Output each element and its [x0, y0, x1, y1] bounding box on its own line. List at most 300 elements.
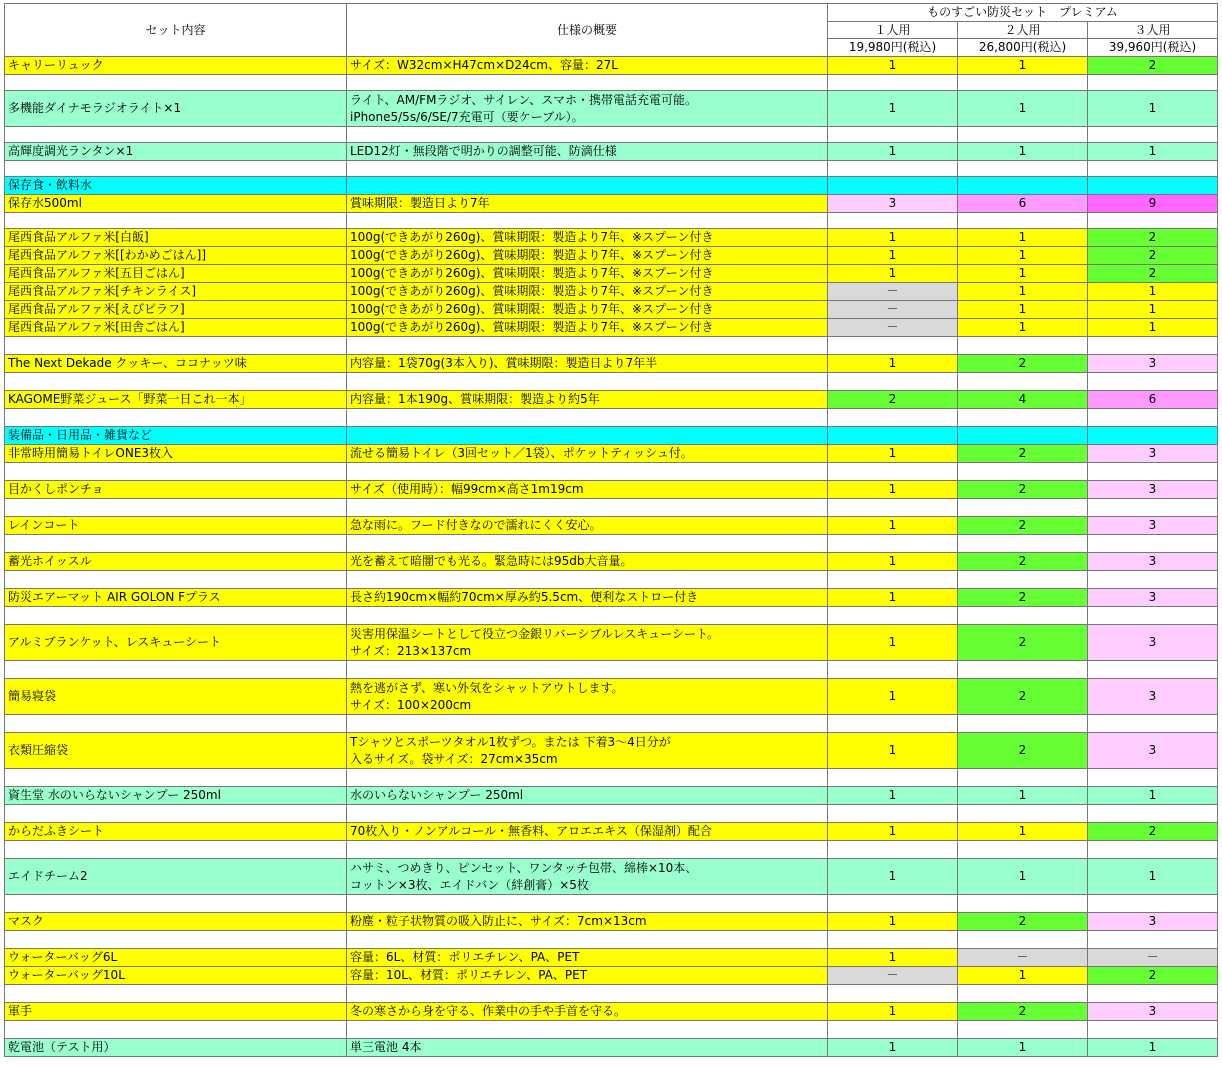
item-spec — [347, 283, 828, 301]
empty-cell — [5, 769, 347, 787]
qty-plan-2: 1 — [958, 319, 1088, 337]
qty-plan-2: 2 — [958, 913, 1088, 931]
qty-plan-2: 6 — [958, 195, 1088, 213]
table-row — [5, 733, 1218, 769]
item-name: ウォーターバッグ6L — [5, 949, 347, 967]
empty-cell — [1088, 75, 1218, 91]
section-empty-cell — [347, 177, 828, 195]
qty-plan-3: 3 — [1088, 1003, 1218, 1021]
item-name: 防災エアーマット AIR GOLON Fプラス — [5, 589, 347, 607]
spacer-row — [5, 985, 1218, 1003]
qty-plan-2: 1 — [958, 143, 1088, 161]
spacer-row — [5, 769, 1218, 787]
empty-cell — [347, 337, 828, 355]
qty-plan-3: 2 — [1088, 229, 1218, 247]
empty-cell — [958, 895, 1088, 913]
item-spec — [347, 625, 828, 661]
qty-plan-3: 3 — [1088, 355, 1218, 373]
empty-cell — [5, 373, 347, 391]
item-name: 多機能ダイナモラジオライト×1 — [5, 91, 347, 127]
item-name: キャリーリュック — [5, 57, 347, 75]
qty-plan-1: 1 — [828, 481, 958, 499]
item-spec — [347, 355, 828, 373]
empty-cell — [347, 127, 828, 143]
qty-plan-3: 1 — [1088, 1039, 1218, 1057]
empty-cell — [5, 499, 347, 517]
section-title: 装備品・日用品・雑貨など — [5, 427, 347, 445]
table-row — [5, 445, 1218, 463]
item-spec — [347, 319, 828, 337]
item-spec — [347, 445, 828, 463]
table-row — [5, 625, 1218, 661]
qty-plan-3: 1 — [1088, 319, 1218, 337]
item-spec — [347, 143, 828, 161]
item-spec — [347, 913, 828, 931]
item-name: マスク — [5, 913, 347, 931]
table-row — [5, 823, 1218, 841]
item-spec — [347, 589, 828, 607]
empty-cell — [828, 127, 958, 143]
empty-cell — [1088, 661, 1218, 679]
empty-cell — [958, 571, 1088, 589]
spec-line: 賞味期限：製造日より7年 — [350, 196, 490, 210]
empty-cell — [958, 161, 1088, 177]
empty-cell — [1088, 895, 1218, 913]
spec-line: 70枚入り・ノンアルコール・無香料、アロエエキス（保湿剤）配合 — [350, 824, 712, 838]
empty-cell — [1088, 715, 1218, 733]
empty-cell — [1088, 127, 1218, 143]
table-row — [5, 517, 1218, 535]
spec-line: 容量：10L、材質：ポリエチレン、PA、PET — [350, 968, 588, 982]
empty-cell — [347, 161, 828, 177]
qty-plan-2: 2 — [958, 355, 1088, 373]
qty-plan-2: 2 — [958, 481, 1088, 499]
spacer-row — [5, 337, 1218, 355]
spec-line: 入るサイズ。袋サイズ：27cm×35cm — [350, 751, 558, 766]
qty-plan-1: 1 — [828, 143, 958, 161]
empty-cell — [958, 409, 1088, 427]
empty-cell — [828, 715, 958, 733]
qty-plan-3: 3 — [1088, 679, 1218, 715]
empty-cell — [5, 75, 347, 91]
table-row — [5, 967, 1218, 985]
qty-plan-2: 1 — [958, 787, 1088, 805]
empty-cell — [5, 161, 347, 177]
empty-cell — [828, 1021, 958, 1039]
empty-cell — [347, 463, 828, 481]
qty-plan-3: 1 — [1088, 301, 1218, 319]
empty-cell — [1088, 213, 1218, 229]
empty-cell — [958, 931, 1088, 949]
empty-cell — [958, 499, 1088, 517]
qty-plan-2: 1 — [958, 91, 1088, 127]
item-spec — [347, 301, 828, 319]
empty-cell — [958, 75, 1088, 91]
item-name: 保存水500ml — [5, 195, 347, 213]
empty-cell — [347, 1021, 828, 1039]
qty-plan-1: 1 — [828, 229, 958, 247]
spacer-row — [5, 409, 1218, 427]
qty-plan-1: 1 — [828, 517, 958, 535]
empty-cell — [347, 985, 828, 1003]
item-name: 尾西食品アルファ米[白飯] — [5, 229, 347, 247]
empty-cell — [958, 127, 1088, 143]
item-name: 高輝度調光ランタン×1 — [5, 143, 347, 161]
section-empty-cell — [828, 427, 958, 445]
empty-cell — [347, 841, 828, 859]
spec-line: 100g(できあがり260g)、賞味期限：製造より7年、※スプーン付き — [350, 248, 714, 262]
qty-plan-1: － — [828, 967, 958, 985]
spec-line: 急な雨に。フード付きなので濡れにくく安心。 — [350, 518, 602, 532]
spacer-row — [5, 571, 1218, 589]
table-row — [5, 265, 1218, 283]
empty-cell — [958, 805, 1088, 823]
empty-cell — [5, 931, 347, 949]
item-spec — [347, 247, 828, 265]
item-spec — [347, 1003, 828, 1021]
empty-cell — [1088, 769, 1218, 787]
qty-plan-1: 1 — [828, 1039, 958, 1057]
qty-plan-3: 2 — [1088, 265, 1218, 283]
spec-line: サイズ（使用時）：幅99cm×高さ1m19cm — [350, 482, 584, 496]
item-name: 尾西食品アルファ米[チキンライス] — [5, 283, 347, 301]
item-name: 簡易寝袋 — [5, 679, 347, 715]
empty-cell — [828, 75, 958, 91]
empty-cell — [5, 463, 347, 481]
spec-line: 容量：6L、材質：ポリエチレン、PA、PET — [350, 950, 580, 964]
section-empty-cell — [828, 177, 958, 195]
item-name: からだふきシート — [5, 823, 347, 841]
qty-plan-3: 3 — [1088, 913, 1218, 931]
spacer-row — [5, 931, 1218, 949]
spacer-row — [5, 661, 1218, 679]
section-empty-cell — [958, 427, 1088, 445]
qty-plan-2: 1 — [958, 859, 1088, 895]
item-spec — [347, 195, 828, 213]
spacer-row — [5, 75, 1218, 91]
empty-cell — [347, 895, 828, 913]
empty-cell — [958, 535, 1088, 553]
empty-cell — [1088, 607, 1218, 625]
empty-cell — [5, 409, 347, 427]
qty-plan-2: 2 — [958, 679, 1088, 715]
spacer-row — [5, 213, 1218, 229]
qty-plan-1: 3 — [828, 195, 958, 213]
empty-cell — [958, 715, 1088, 733]
item-name: 目かくしポンチョ — [5, 481, 347, 499]
spec-line: ライト、AM/FMラジオ、サイレン、スマホ・携帯電話充電可能。 — [350, 92, 698, 107]
section-empty-cell — [1088, 427, 1218, 445]
qty-plan-3: 3 — [1088, 445, 1218, 463]
table-row — [5, 787, 1218, 805]
empty-cell — [828, 805, 958, 823]
empty-cell — [1088, 931, 1218, 949]
section-empty-cell — [347, 427, 828, 445]
spacer-row — [5, 1021, 1218, 1039]
qty-plan-3: 2 — [1088, 823, 1218, 841]
spacer-row — [5, 373, 1218, 391]
empty-cell — [828, 409, 958, 427]
qty-plan-1: 1 — [828, 823, 958, 841]
empty-cell — [958, 841, 1088, 859]
spec-line: 内容量：1本190g、賞味期限：製造より約5年 — [350, 392, 600, 406]
qty-plan-2: 1 — [958, 1039, 1088, 1057]
empty-cell — [1088, 805, 1218, 823]
empty-cell — [347, 373, 828, 391]
item-name: エイドチーム2 — [5, 859, 347, 895]
empty-cell — [5, 841, 347, 859]
spec-line: コットン×3枚、エイドバン（絆創膏）×5枚 — [350, 877, 589, 892]
item-spec — [347, 859, 828, 895]
qty-plan-3: 1 — [1088, 143, 1218, 161]
item-spec — [347, 391, 828, 409]
qty-plan-3: 1 — [1088, 91, 1218, 127]
item-name: レインコート — [5, 517, 347, 535]
spec-line: 100g(できあがり260g)、賞味期限：製造より7年、※スプーン付き — [350, 284, 714, 298]
empty-cell — [958, 769, 1088, 787]
empty-cell — [1088, 337, 1218, 355]
empty-cell — [958, 373, 1088, 391]
empty-cell — [347, 213, 828, 229]
empty-cell — [347, 715, 828, 733]
qty-plan-1: 1 — [828, 733, 958, 769]
empty-cell — [828, 985, 958, 1003]
empty-cell — [347, 661, 828, 679]
qty-plan-2: 2 — [958, 1003, 1088, 1021]
empty-cell — [347, 535, 828, 553]
table-row — [5, 91, 1218, 127]
spec-line: 内容量：1袋70g(3本入り)、賞味期限：製造日より7年半 — [350, 356, 658, 370]
empty-cell — [1088, 463, 1218, 481]
qty-plan-1: 1 — [828, 445, 958, 463]
empty-cell — [958, 985, 1088, 1003]
spec-line: サイズ：100×200cm — [350, 697, 472, 712]
empty-cell — [1088, 499, 1218, 517]
qty-plan-2: 2 — [958, 517, 1088, 535]
spacer-row — [5, 499, 1218, 517]
item-name: 蓄光ホイッスル — [5, 553, 347, 571]
qty-plan-2: 1 — [958, 283, 1088, 301]
section-title: 保存食・飲料水 — [5, 177, 347, 195]
empty-cell — [347, 409, 828, 427]
empty-cell — [1088, 161, 1218, 177]
item-spec — [347, 679, 828, 715]
qty-plan-2: 1 — [958, 57, 1088, 75]
qty-plan-1: 1 — [828, 57, 958, 75]
spec-line: 熱を逃がさず、寒い外気をシャットアウトします。 — [350, 680, 624, 695]
spec-line: 災害用保温シートとして役立つ金銀リバーシブルレスキューシート。 — [350, 626, 719, 641]
table-row — [5, 283, 1218, 301]
spacer-row — [5, 841, 1218, 859]
empty-cell — [828, 535, 958, 553]
table-row — [5, 319, 1218, 337]
qty-plan-1: － — [828, 319, 958, 337]
section-empty-cell — [958, 177, 1088, 195]
table-row — [5, 229, 1218, 247]
table-row — [5, 1039, 1218, 1057]
empty-cell — [5, 985, 347, 1003]
spacer-row — [5, 895, 1218, 913]
empty-cell — [1088, 571, 1218, 589]
empty-cell — [828, 499, 958, 517]
qty-plan-1: 1 — [828, 787, 958, 805]
empty-cell — [828, 769, 958, 787]
empty-cell — [828, 337, 958, 355]
spacer-row — [5, 607, 1218, 625]
empty-cell — [5, 213, 347, 229]
item-spec — [347, 553, 828, 571]
empty-cell — [347, 499, 828, 517]
empty-cell — [958, 607, 1088, 625]
plan-2-price: 26,800円(税込) — [958, 39, 1088, 57]
spec-line: LED12灯・無段階で明かりの調整可能、防滴仕様 — [350, 144, 617, 158]
qty-plan-3: 3 — [1088, 517, 1218, 535]
empty-cell — [958, 1021, 1088, 1039]
qty-plan-2: 1 — [958, 247, 1088, 265]
qty-plan-3: 1 — [1088, 283, 1218, 301]
table-row — [5, 679, 1218, 715]
item-spec — [347, 57, 828, 75]
spec-line: サイズ：W32cm×H47cm×D24cm、容量：27L — [350, 58, 618, 72]
empty-cell — [1088, 409, 1218, 427]
item-spec — [347, 823, 828, 841]
empty-cell — [958, 213, 1088, 229]
table-row — [5, 57, 1218, 75]
empty-cell — [1088, 535, 1218, 553]
qty-plan-2: 2 — [958, 445, 1088, 463]
qty-plan-1: － — [828, 301, 958, 319]
table-row — [5, 949, 1218, 967]
item-name: 尾西食品アルファ米[[わかめごはん]] — [5, 247, 347, 265]
qty-plan-3: 3 — [1088, 625, 1218, 661]
qty-plan-1: 1 — [828, 949, 958, 967]
column-header-spec: 仕様の概要 — [347, 4, 828, 57]
qty-plan-1: 1 — [828, 265, 958, 283]
spacer-row — [5, 463, 1218, 481]
item-name: ウォーターバッグ10L — [5, 967, 347, 985]
spec-line: サイズ：213×137cm — [350, 643, 472, 658]
item-spec — [347, 1039, 828, 1057]
empty-cell — [958, 337, 1088, 355]
qty-plan-3: 9 — [1088, 195, 1218, 213]
item-spec — [347, 517, 828, 535]
empty-cell — [828, 931, 958, 949]
empty-cell — [958, 661, 1088, 679]
qty-plan-2: 1 — [958, 823, 1088, 841]
item-name: 資生堂 水のいらないシャンプー 250ml — [5, 787, 347, 805]
qty-plan-3: － — [1088, 949, 1218, 967]
table-row — [5, 553, 1218, 571]
plan-1-price: 19,980円(税込) — [828, 39, 958, 57]
qty-plan-3: 2 — [1088, 247, 1218, 265]
table-row — [5, 391, 1218, 409]
qty-plan-2: 1 — [958, 301, 1088, 319]
qty-plan-2: 2 — [958, 553, 1088, 571]
empty-cell — [958, 463, 1088, 481]
empty-cell — [828, 463, 958, 481]
qty-plan-2: － — [958, 949, 1088, 967]
section-empty-cell — [1088, 177, 1218, 195]
item-name: KAGOME野菜ジュース「野菜一日これ一本」 — [5, 391, 347, 409]
empty-cell — [828, 841, 958, 859]
item-spec — [347, 967, 828, 985]
qty-plan-2: 4 — [958, 391, 1088, 409]
table-row — [5, 195, 1218, 213]
table-row — [5, 301, 1218, 319]
item-name: 尾西食品アルファ米[えびピラフ] — [5, 301, 347, 319]
table-row — [5, 481, 1218, 499]
spec-line: 冬の寒さから身を守る、作業中の手や手首を守る。 — [350, 1004, 627, 1018]
empty-cell — [347, 805, 828, 823]
qty-plan-1: 1 — [828, 1003, 958, 1021]
table-row — [5, 589, 1218, 607]
spec-line: 単三電池 4本 — [350, 1040, 422, 1054]
empty-cell — [347, 607, 828, 625]
item-name: 乾電池（テスト用） — [5, 1039, 347, 1057]
qty-plan-2: 1 — [958, 265, 1088, 283]
empty-cell — [828, 571, 958, 589]
item-spec — [347, 733, 828, 769]
empty-cell — [828, 895, 958, 913]
plan-3-price: 39,960円(税込) — [1088, 39, 1218, 57]
table-row — [5, 247, 1218, 265]
qty-plan-1: 1 — [828, 859, 958, 895]
qty-plan-2: 2 — [958, 733, 1088, 769]
qty-plan-1: － — [828, 283, 958, 301]
empty-cell — [347, 75, 828, 91]
empty-cell — [5, 571, 347, 589]
spacer-row — [5, 127, 1218, 143]
qty-plan-1: 1 — [828, 589, 958, 607]
empty-cell — [347, 571, 828, 589]
qty-plan-3: 1 — [1088, 859, 1218, 895]
spec-line: 100g(できあがり260g)、賞味期限：製造より7年、※スプーン付き — [350, 320, 714, 334]
qty-plan-1: 1 — [828, 91, 958, 127]
item-name: アルミブランケット、レスキューシート — [5, 625, 347, 661]
empty-cell — [5, 1021, 347, 1039]
item-name: 尾西食品アルファ米[五目ごはん] — [5, 265, 347, 283]
spacer-row — [5, 535, 1218, 553]
empty-cell — [1088, 985, 1218, 1003]
empty-cell — [5, 661, 347, 679]
qty-plan-1: 1 — [828, 247, 958, 265]
table-body — [5, 4, 1218, 1057]
empty-cell — [1088, 841, 1218, 859]
spec-line: 水のいらないシャンプー 250ml — [350, 788, 524, 802]
header-row-product — [5, 4, 1218, 22]
spec-line: 粉塵・粒子状物質の吸入防止に、サイズ：7cm×13cm — [350, 914, 647, 928]
item-spec — [347, 949, 828, 967]
empty-cell — [5, 535, 347, 553]
item-spec — [347, 229, 828, 247]
spacer-row — [5, 805, 1218, 823]
table-row — [5, 355, 1218, 373]
qty-plan-3: 2 — [1088, 57, 1218, 75]
qty-plan-2: 1 — [958, 229, 1088, 247]
qty-plan-3: 3 — [1088, 589, 1218, 607]
spec-line: 長さ約190cm×幅約70cm×厚み約5.5cm、便利なストロー付き — [350, 590, 699, 604]
column-header-items: セット内容 — [5, 4, 347, 57]
spec-line: 100g(できあがり260g)、賞味期限：製造より7年、※スプーン付き — [350, 266, 714, 280]
item-name: 尾西食品アルファ米[田舎ごはん] — [5, 319, 347, 337]
qty-plan-3: 2 — [1088, 967, 1218, 985]
table-row — [5, 859, 1218, 895]
section-header-row — [5, 427, 1218, 445]
table-row — [5, 913, 1218, 931]
empty-cell — [5, 805, 347, 823]
item-name: 衣類圧縮袋 — [5, 733, 347, 769]
empty-cell — [5, 607, 347, 625]
